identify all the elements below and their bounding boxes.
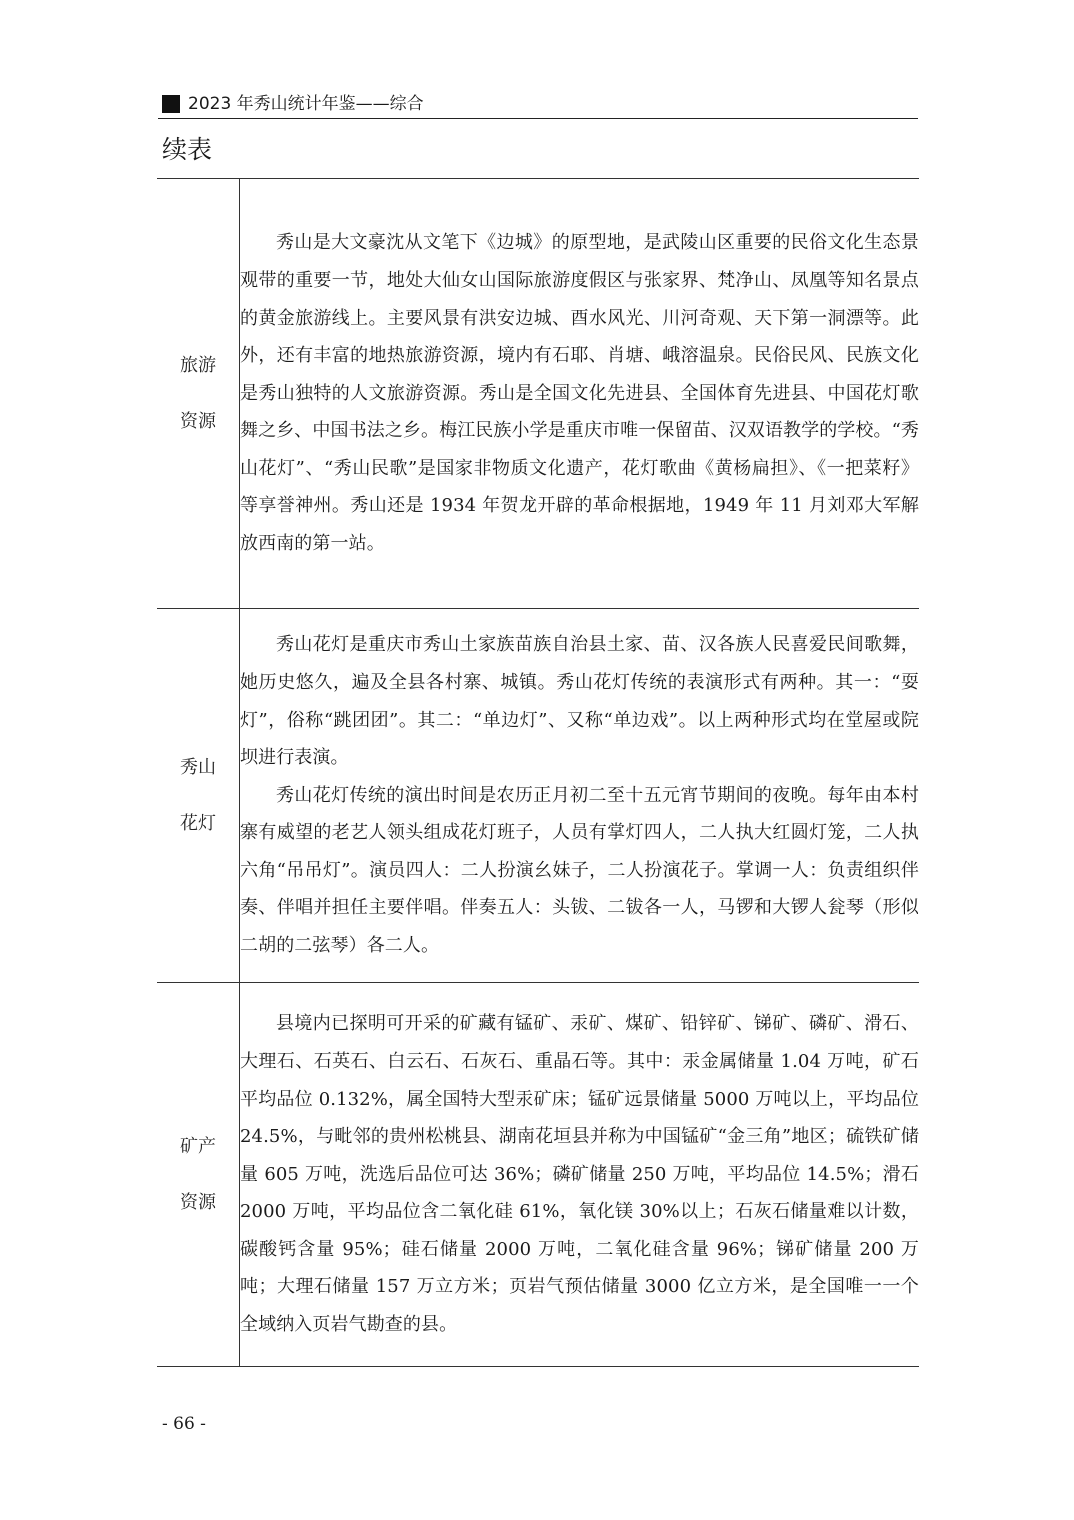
row-label-line: 资源 (180, 1191, 216, 1213)
row-content-flower-lantern (240, 609, 920, 983)
row-label-line: 旅游 (180, 354, 216, 376)
continued-table-label: 续表 (162, 135, 213, 164)
header-title: 2023 年秀山统计年鉴——综合 (188, 94, 424, 114)
table-row-flower-lantern (157, 609, 919, 983)
table-row-minerals (157, 983, 919, 1367)
row-label-flower-lantern (157, 609, 240, 983)
paragraph: 县境内已探明可开采的矿藏有锰矿、汞矿、煤矿、铅锌矿、锑矿、磷矿、滑石、大理石、石英石、白云石、石灰石、重晶石等。其中：汞金属储量 1.04 万吨，矿石平均品位 0.132%，属全国特大型汞矿床；锰矿远景储量 5000 万吨以上，平均品位 24.5%，与毗邻的贵州松桃县、湖南花垣县并称为中国锰矿“金三角”地区；硫铁矿储量 605 万吨，洗选后品位可达 36%；磷矿储量 250 万吨，平均品位 14.5%；滑石 2000 万吨，平均品位含二氧化硅 61%，氧化镁 30%以上；石灰石储量难以计数，碳酸钙含量 95%；硅石储量 2000 万吨，二氧化硅含量 96%；锑矿储量 200 万吨；大理石储量 157 万立方米；页岩气预估储量 3000 亿立方米，是全国唯一一个全域纳入页岩气勘查的县。 (240, 1013, 919, 1336)
row-content-minerals (240, 983, 920, 1367)
page-number: - 66 - (162, 1414, 206, 1434)
row-label-tourism (157, 179, 240, 609)
row-label-line: 资源 (180, 410, 216, 432)
row-label-line: 花灯 (180, 812, 216, 834)
resource-table (157, 178, 919, 1367)
running-header (158, 90, 918, 119)
row-label-minerals (157, 983, 240, 1367)
table-row-tourism (157, 179, 919, 609)
paragraph: 秀山是大文豪沈从文笔下《边城》的原型地，是武陵山区重要的民俗文化生态景观带的重要一节，地处大仙女山国际旅游度假区与张家界、梵净山、凤凰等知名景点的黄金旅游线上。主要风景有洪安边城、酉水风光、川河奇观、天下第一洞漂等。此外，还有丰富的地热旅游资源，境内有石耶、肖塘、峨溶温泉。民俗民风、民族文化是秀山独特的人文旅游资源。秀山是全国文化先进县、全国体育先进县、中国花灯歌舞之乡、中国书法之乡。梅江民族小学是重庆市唯一保留苗、汉双语教学的学校。“秀山花灯”、“秀山民歌”是国家非物质文化遗产，花灯歌曲《黄杨扁担》、《一把菜籽》等享誉神州。秀山还是 1934 年贺龙开辟的革命根据地，1949 年 11 月刘邓大军解放西南的第一站。 (240, 232, 919, 555)
row-content-tourism (240, 179, 920, 609)
row-label-line: 矿产 (180, 1135, 216, 1157)
header-square-icon (162, 95, 180, 113)
paragraph: 秀山花灯是重庆市秀山土家族苗族自治县土家、苗、汉各族人民喜爱民间歌舞，她历史悠久，遍及全县各村寨、城镇。秀山花灯传统的表演形式有两种。其一：“耍灯”，俗称“跳团团”。其二：“单边灯”、又称“单边戏”。以上两种形式均在堂屋或院坝进行表演。 (240, 634, 919, 769)
row-label-line: 秀山 (180, 756, 216, 778)
paragraph: 秀山花灯传统的演出时间是农历正月初二至十五元宵节期间的夜晚。每年由本村寨有威望的老艺人领头组成花灯班子，人员有掌灯四人，二人执大红圆灯笼，二人执六角“吊吊灯”。演员四人：二人扮演幺妹子，二人扮演花子。掌调一人：负责组织伴奏、伴唱并担任主要伴唱。伴奏五人：头钹、二钹各一人，马锣和大锣人瓮琴（形似二胡的二弦琴）各二人。 (240, 784, 919, 957)
